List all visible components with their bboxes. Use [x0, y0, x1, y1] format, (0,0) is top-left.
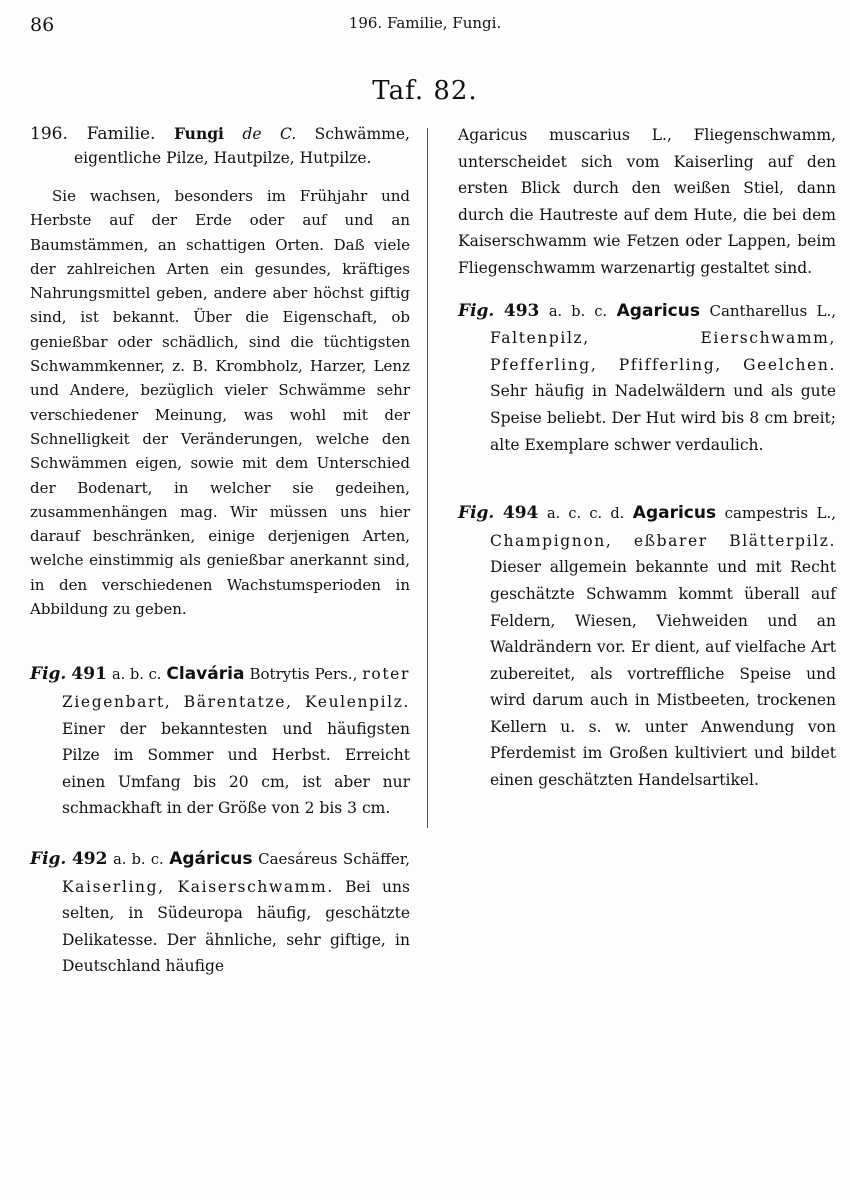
figure-description: Sehr häufig in Nadelwäldern und als gute Speise beliebt. Der Hut wird bis 8 cm breit; alte Exemplare schwer verdaulich.	[490, 382, 836, 454]
column-divider	[427, 128, 428, 828]
figure-entry-493	[458, 298, 836, 459]
figure-label: Fig.	[458, 300, 495, 321]
figure-description: Dieser allgemein bekannte und mit Recht geschätzte Schwamm kommt überall auf Feldern, Wiesen, Viehweiden und an Waldrändern vor. Er dient, auf vielfache Art zubereitet, als vortreffliche Speise und wird darum auch in Mistbeeten, trockenen Kellern u. s. w. unter Anwendung von Pferdemist im Großen kultiviert und bildet einen geschätzten Handelsartikel.	[490, 558, 836, 790]
figure-letters: a. c. c. d.	[546, 506, 625, 523]
page-number: 86	[30, 14, 55, 36]
running-head: 196. Familie, Fungi.	[348, 14, 502, 32]
figure-492-continuation: Agaricus muscarius L., Fliegenschwamm, unterscheidet sich vom Kaiserling auf den ersten Blick durch den weißen Stiel, dann durch die Hautreste auf dem Hute, die bei dem Kaiserschwamm wie Fetzen oder Lappen, beim Fliegenschwamm warzenartig gestaltet sind.	[458, 126, 836, 277]
figure-number: 494	[502, 503, 539, 524]
family-number: 196. Familie.	[30, 124, 156, 144]
family-author: de C.	[242, 125, 297, 143]
figure-letters: a. b. c.	[548, 303, 608, 320]
family-heading	[30, 122, 410, 170]
species-name: Botrytis Pers.,	[249, 665, 358, 684]
common-names: Kaiserling, Kaiserschwamm.	[62, 877, 334, 896]
plate-title: Taf. 82.	[372, 76, 478, 106]
family-name: Fungi	[173, 124, 224, 143]
left-column	[30, 122, 410, 995]
figure-letters: a. b. c.	[113, 851, 164, 868]
common-names: roter Ziegenbart, Bärentatze, Keulenpilz.	[62, 665, 410, 711]
figure-entry-491	[30, 661, 410, 822]
figure-number: 491	[71, 664, 107, 685]
species-name: Caesáreus Schäffer,	[258, 849, 411, 868]
species-name: campestris L.,	[724, 504, 836, 523]
genus-name: Agáricus	[169, 848, 253, 869]
figure-label: Fig.	[30, 848, 67, 869]
figure-number: 492	[71, 848, 108, 869]
figure-label: Fig.	[458, 503, 495, 524]
figure-letters: a. b. c.	[111, 667, 162, 684]
species-name: Cantharellus L.,	[709, 301, 837, 320]
common-names: Faltenpilz, Eierschwamm, Pfefferling, Pfifferling, Geelchen.	[490, 329, 836, 374]
right-column	[458, 122, 836, 809]
common-names: Champignon, eßbarer Blätterpilz.	[490, 531, 836, 550]
genus-name: Clavária	[166, 664, 245, 685]
intro-paragraph: Sie wachsen, besonders im Frühjahr und Herbste auf der Erde oder auf und an Baumstämmen, an schattigen Orten. Daß viele der zahlreichen Arten ein gesundes, kräftiges Nahrungsmittel geben, andere aber höchst giftig sind, ist bekannt. Über die Eigenschaft, ob genießbar oder schädlich, sind die tüchtigsten Schwammkenner, z. B. Krombholz, Harzer, Lenz und Andere, bezüglich vieler Schwämme sehr verschiedener Meinung, was wohl mit der Schnelligkeit der Veränderungen, welche den Schwämmen eigen, sowie mit dem Unterschied der Bodenart, in welcher sie gedeihen, zusammenhängen mag. Wir müssen uns hier darauf beschränken, einige derjenigen Arten, welche einstimmig als genießbar anerkannt sind, in den verschiedenen Wachstumsperioden in Abbildung zu geben.	[30, 187, 410, 619]
figure-entry-492	[30, 846, 410, 980]
figure-description: Bei uns selten, in Südeuropa häufig, geschätzte Delikatesse. Der ähnliche, sehr giftige, in Deutschland häufige	[62, 877, 410, 976]
figure-number: 493	[503, 300, 540, 321]
figure-description: Einer der bekanntesten und häufigsten Pilze im Sommer und Herbst. Erreicht einen Umfang bis 20 cm, ist aber nur schmackhaft in der Größe von 2 bis 3 cm.	[62, 719, 410, 818]
genus-name: Agaricus	[616, 300, 700, 321]
family-common-names: Schwämme, eigentliche Pilze, Hautpilze, Hutpilze.	[74, 125, 410, 167]
figure-entry-494	[458, 500, 836, 794]
figure-label: Fig.	[30, 664, 67, 685]
genus-name: Agaricus	[632, 503, 717, 524]
